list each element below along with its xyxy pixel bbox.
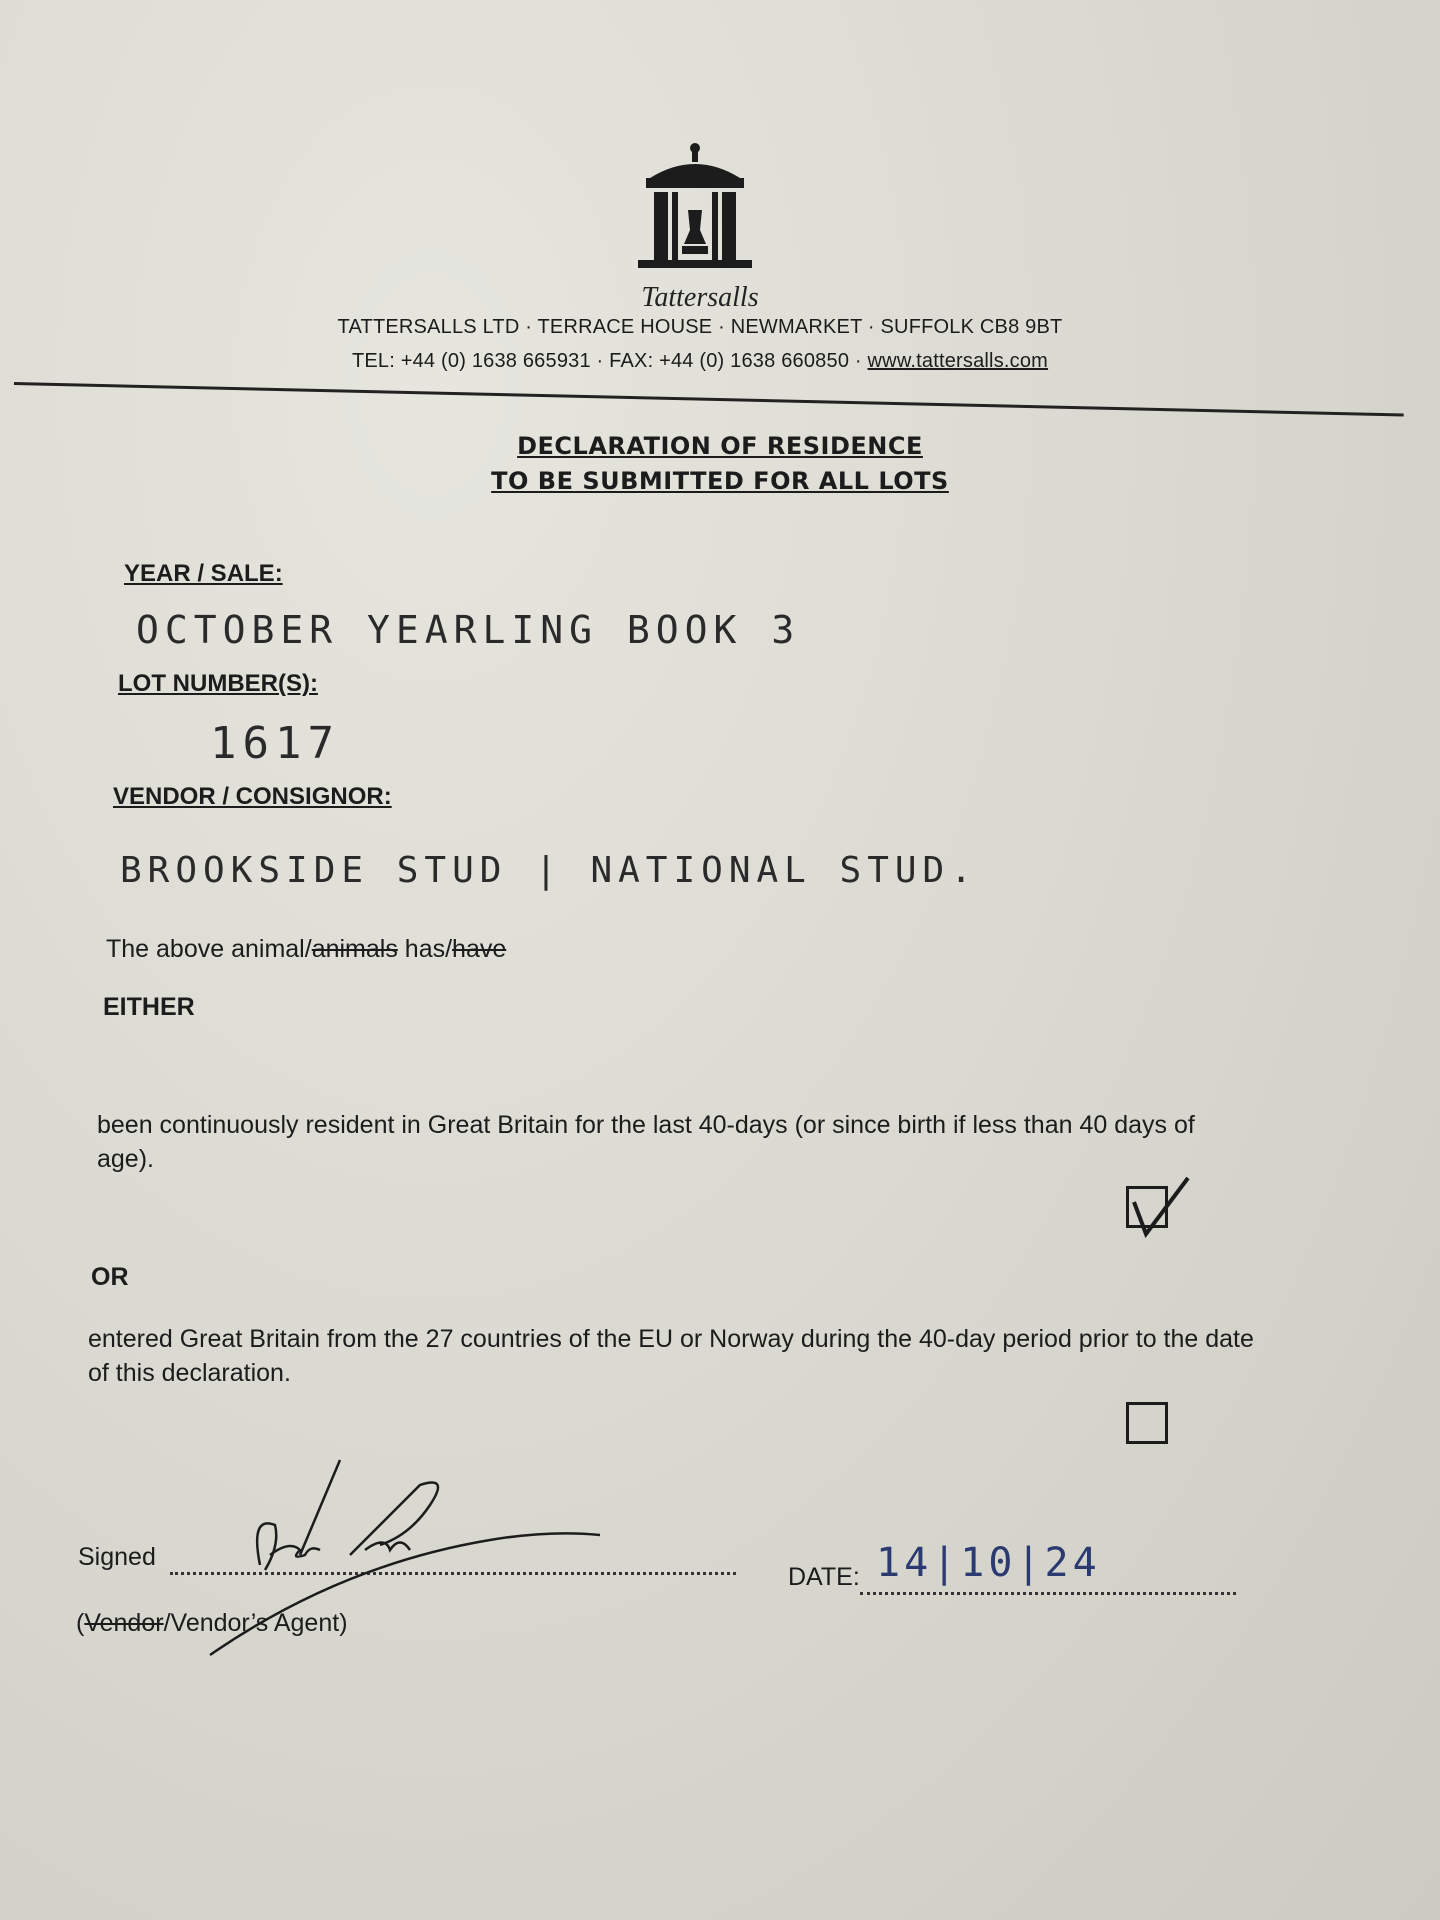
address-line: TATTERSALLS LTD · TERRACE HOUSE · NEWMARKET · SUFFOLK CB8 9BT bbox=[337, 316, 1063, 338]
or-label: OR bbox=[91, 1263, 129, 1291]
signatory-role bbox=[76, 1606, 348, 1640]
statement-middle: has/ bbox=[397, 935, 453, 963]
contact-line bbox=[280, 350, 1120, 373]
contact-text: TEL: +44 (0) 1638 665931 · FAX: +44 (0) 1638 660850 · bbox=[351, 350, 868, 372]
date-label: DATE: bbox=[788, 1563, 860, 1591]
statement-struck-animals: animals bbox=[311, 935, 398, 963]
form-subtitle: TO BE SUBMITTED FOR ALL LOTS bbox=[491, 467, 949, 495]
role-open-paren: ( bbox=[76, 1609, 85, 1637]
option2-checkbox[interactable] bbox=[1126, 1402, 1168, 1444]
year-sale-value: OCTOBER YEARLING BOOK 3 bbox=[136, 608, 801, 652]
brand-name: Tattersalls bbox=[641, 282, 759, 313]
statement-line bbox=[106, 932, 506, 966]
role-agent: /Vendor’s Agent) bbox=[163, 1609, 348, 1637]
year-sale-label: YEAR / SALE: bbox=[124, 560, 283, 587]
role-struck-vendor: Vendor bbox=[84, 1609, 164, 1637]
form-title: DECLARATION OF RESIDENCE bbox=[517, 432, 923, 460]
date-line bbox=[860, 1592, 1236, 1595]
vendor-label: VENDOR / CONSIGNOR: bbox=[113, 783, 392, 810]
option2-text: entered Great Britain from the 27 countries of the EU or Norway during the 40-day period prior to the date of this declaration. bbox=[88, 1325, 1254, 1387]
checkmark-icon bbox=[1126, 1172, 1196, 1242]
either-label: EITHER bbox=[103, 993, 195, 1021]
statement-prefix: The above animal/ bbox=[106, 935, 312, 963]
tattersalls-logo-icon bbox=[630, 140, 760, 280]
statement-struck-have: have bbox=[452, 935, 507, 963]
signed-label: Signed bbox=[78, 1543, 156, 1571]
lot-number-value: 1617 bbox=[210, 718, 340, 769]
date-value[interactable]: 14|10|24 bbox=[876, 1540, 1101, 1586]
vendor-value: BROOKSIDE STUD | NATIONAL STUD. bbox=[120, 850, 978, 891]
lot-number-label: LOT NUMBER(S): bbox=[118, 670, 318, 697]
option1-text: been continuously resident in Great Britain for the last 40-days (or since birth if less than 40 days of age). bbox=[97, 1111, 1195, 1173]
website-link[interactable]: www.tattersalls.com bbox=[867, 350, 1049, 372]
